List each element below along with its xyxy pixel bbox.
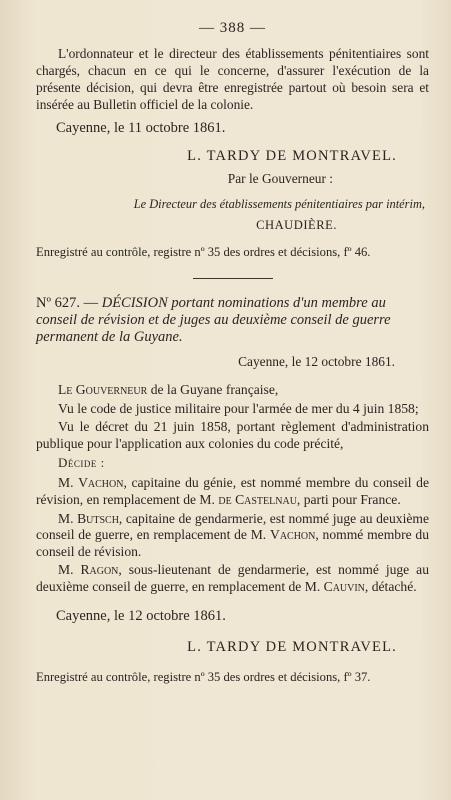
- governor-lead: Le Gouverneur: [58, 382, 148, 397]
- appointment-ref: Cauvin: [323, 578, 365, 594]
- appointment-ragon: [36, 562, 429, 595]
- appointment-text: , capitaine du génie, est nommé membre du conseil de révision, en remplacement de M.: [36, 475, 429, 507]
- section-divider: [193, 278, 273, 279]
- vu-code: Vu le code de justice militaire pour l'armée de mer du 4 juin 1858;: [58, 400, 419, 416]
- appointment-tail: , parti pour France.: [296, 491, 401, 507]
- appointment-ref: Vachon: [270, 527, 316, 543]
- par-le-gouverneur: Par le Gouverneur :: [227, 171, 333, 186]
- directeur-title: Le Directeur des établissements pénitentiaires par intérim,: [133, 197, 425, 211]
- appointment-butsch: [36, 511, 429, 561]
- appointment-vachon: [36, 475, 429, 508]
- second-date: Cayenne, le 12 octobre 1861.: [56, 607, 226, 624]
- page-number: — 388 —: [199, 20, 266, 36]
- appointment-tail: , nommé membre du conseil de révision.: [36, 527, 429, 559]
- first-registration: Enregistré au contrôle, registre nº 35 des ordres et décisions, fº 46.: [36, 245, 371, 259]
- appointment-text: , capitaine de gendarmerie, est nommé juge au deuxième conseil de guerre, en remplacement de M.: [36, 510, 429, 543]
- appointment-name: Vachon: [78, 475, 124, 491]
- governor-line: [36, 382, 429, 399]
- chaudiere-signature: CHAUDIÈRE.: [256, 218, 337, 232]
- appointment-prefix: M.: [58, 562, 74, 578]
- appointment-prefix: M.: [58, 475, 74, 491]
- appointment-ref: de Castelnau: [218, 491, 297, 507]
- decision-keyword: DÉCISION: [101, 295, 168, 311]
- appointment-name: Butsch: [77, 510, 119, 526]
- appointment-prefix: M.: [58, 510, 74, 526]
- appointment-name: Ragon: [80, 562, 119, 578]
- second-signature: L. TARDY DE MONTRAVEL.: [187, 638, 397, 655]
- decision-number: Nº 627. —: [36, 295, 99, 311]
- decision-date: Cayenne, le 12 octobre 1861.: [238, 354, 395, 369]
- appointment-tail: , détaché.: [364, 578, 417, 594]
- first-signature: L. TARDY DE MONTRAVEL.: [187, 148, 397, 164]
- first-date: Cayenne, le 11 octobre 1861.: [56, 120, 226, 136]
- decision-title: [36, 295, 429, 346]
- appointment-text: , sous-lieutenant de gendarmerie, est nommé juge au deuxième conseil de guerre, en remplacement de M.: [36, 562, 429, 594]
- second-registration: Enregistré au contrôle, registre nº 35 des ordres et décisions, fº 37.: [36, 669, 371, 684]
- vu-decret: Vu le décret du 21 juin 1858, portant règlement d'administration publique pour l'application aux colonies du code précité,: [36, 419, 429, 451]
- intro-paragraph: L'ordonnateur et le directeur des établissements pénitentiaires sont chargés, chacun en ce qui le concerne, d'assurer l'exécution de la présente décision, qui devra être enregistrée partout où besoin sera et insérée au Bulletin officiel de la colonie.: [36, 46, 429, 112]
- decide-heading: Décide :: [58, 455, 105, 471]
- decision-title-rest: portant nominations d'un membre au conseil de révision et de juges au deuxième conseil de guerre permanent de la Guyane.: [36, 295, 391, 345]
- governor-rest: de la Guyane française,: [150, 382, 279, 397]
